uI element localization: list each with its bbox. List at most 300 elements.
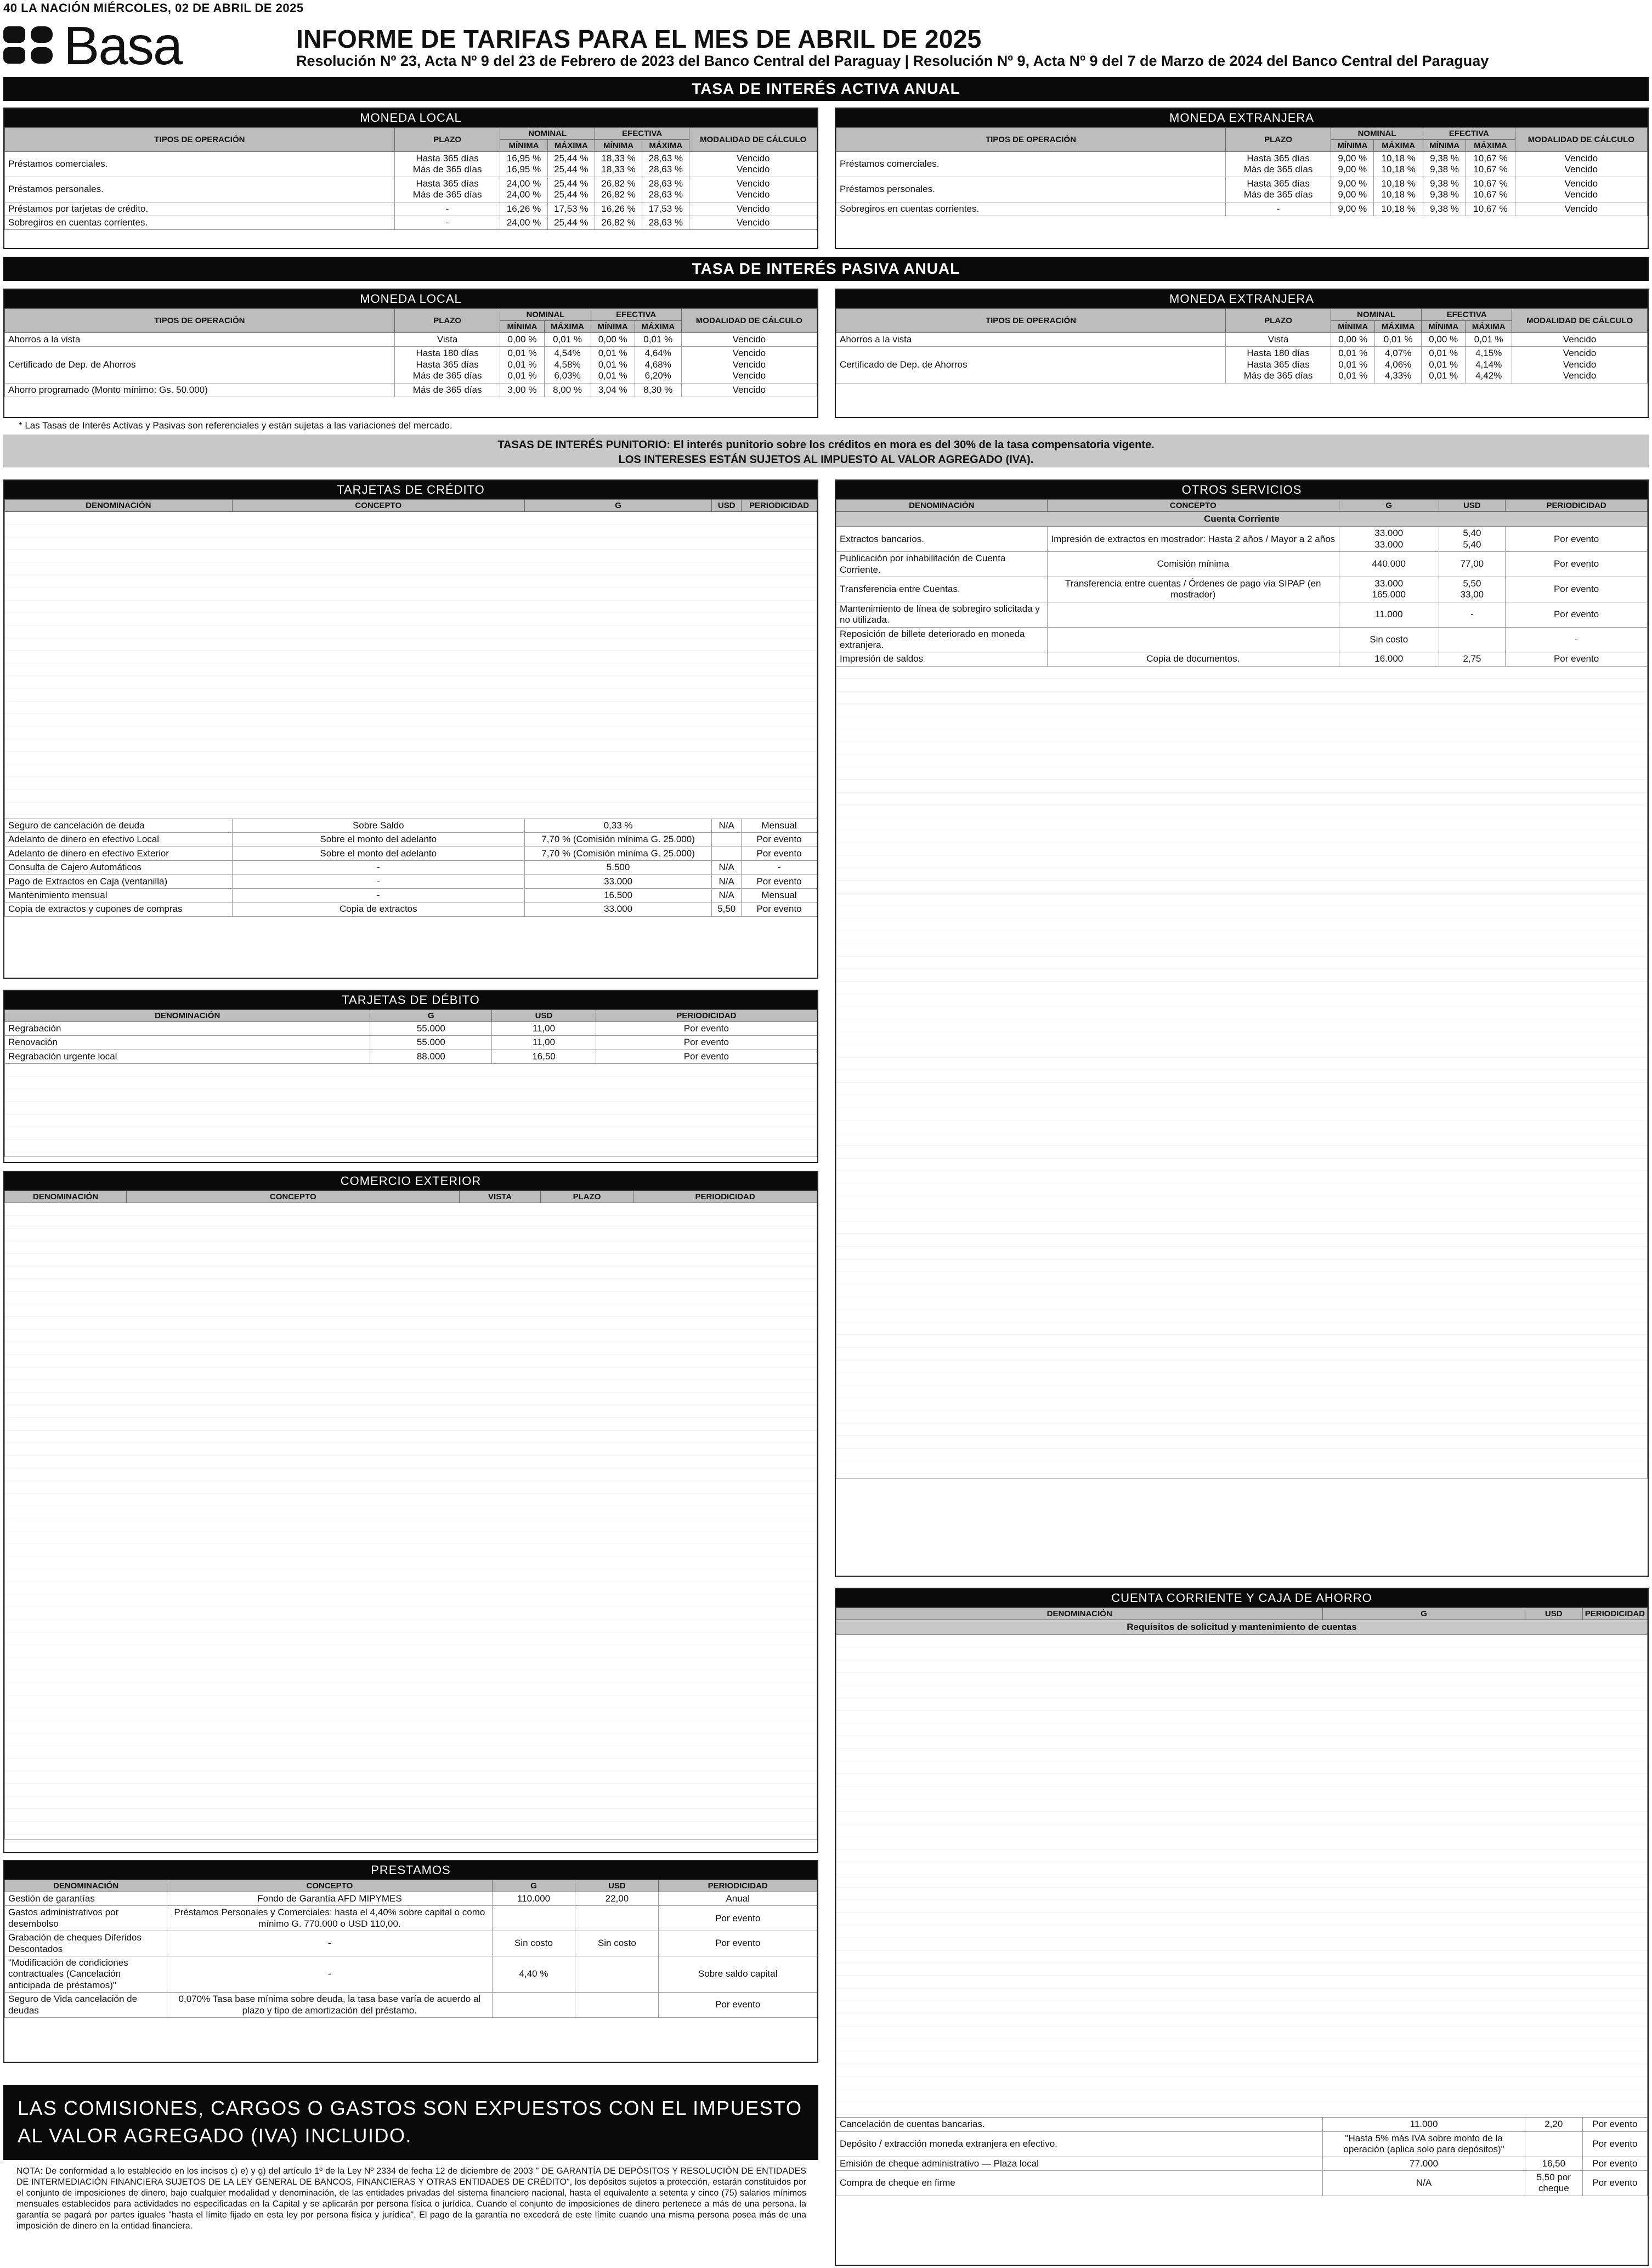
table-row [836,152,1648,177]
table-cell: 0,00 % [1422,333,1466,347]
table-cell: 7,70 % (Comisión mínima G. 25.000) [524,847,711,860]
table-cell [1439,627,1506,652]
table-row [5,347,817,383]
col-nominal: NOMINAL [1331,128,1423,140]
col-nominal: NOMINAL [500,128,595,140]
table-cell: 10,18 % 10,18 % [1374,152,1423,177]
table-cell: Vencido [1512,333,1648,347]
table-cell: "Hasta 5% más IVA sobre monto de la operación (aplica solo para depósitos)" [1323,2131,1525,2157]
table-cell: 8,30 % [635,383,681,397]
activa-banner: TASA DE INTERÉS ACTIVA ANUAL [3,77,1649,101]
table-cell: Sobre Saldo [232,819,524,833]
col-usd: USD [1439,500,1506,512]
table-row [836,2131,1648,2157]
table-cell: 7,70 % (Comisión mínima G. 25.000) [524,833,711,847]
table-cell: N/A [712,861,742,875]
table-cell: Por evento [659,1906,817,1931]
table-cell: 0,01 % [1375,333,1422,347]
col-min: MÍNIMA [591,321,635,333]
table-cell: 26,82 % [595,216,642,229]
table-row [5,875,817,888]
table-cell: 33.000 [524,902,711,916]
activa-extranjera-title: MONEDA EXTRANJERA [836,109,1648,127]
col-min: MÍNIMA [500,140,547,152]
table-cell: Impresión de saldos [836,652,1048,666]
table-cell: Adelanto de dinero en efectivo Local [5,833,233,847]
prestamos-table [3,1860,818,2063]
table-cell: 0,00 % [591,333,635,347]
brand-logo [3,15,182,76]
tarjetas-credito-grid [4,499,817,917]
col-periodicidad: PERIODICIDAD [1582,1608,1647,1620]
table-row [836,627,1648,652]
table-cell: 0,01 % [1466,333,1512,347]
table-cell: 9,00 % [1331,202,1374,216]
table-cell: 16,26 % [500,202,547,216]
table-cell: Adelanto de dinero en efectivo Exterior [5,847,233,860]
comercio-exterior-grid [4,1191,817,1840]
table-cell: 33.000 [524,875,711,888]
table-cell: Vencido [1515,202,1647,216]
table-cell: 2,20 [1525,2118,1582,2131]
table-cell: Mensual [742,819,817,833]
table-cell: 26,82 % 26,82 % [595,177,642,202]
col-denominacion: DENOMINACIÓN [5,500,233,512]
table-cell: Pago de Extractos en Caja (ventanilla) [5,875,233,888]
col-usd: USD [1525,1608,1582,1620]
table-cell: Cancelación de cuentas bancarias. [836,2118,1323,2131]
table-cell: 24,00 % 24,00 % [500,177,547,202]
table-row [836,552,1648,577]
table-cell: 0,00 % [500,333,544,347]
table-cell: Regrabación urgente local [5,1050,370,1063]
iva-banner: LAS COMISIONES, CARGOS O GASTOS SON EXPUESTOS CON EL IMPUESTO AL VALOR AGREGADO (IVA) INCLUIDO. [3,2085,818,2160]
table-cell: 0,01 % 0,01 % 0,01 % [500,347,544,383]
col-concepto: CONCEPTO [232,500,524,512]
table-cell: - [394,202,500,216]
tarjetas-debito-title: TARJETAS DE DÉBITO [4,991,817,1009]
table-cell: 4,64% 4,68% 6,20% [635,347,681,383]
table-cell: Publicación por inhabilitación de Cuenta Corriente. [836,552,1048,577]
table-cell: Por evento [1506,652,1648,666]
col-modalidad: MODALIDAD DE CÁLCULO [1515,128,1647,152]
nota-garantia: NOTA: De conformidad a lo establecido en los incisos c) e) y g) del artículo 1º de la Ley Nº 2334 de fecha 12 de diciembre de 2003 " DE GARANTÍA DE DEPÓSITOS Y RESOLUCIÓN DE ENTIDADES DE INTERMEDIACIÓN FINANCIERA SUJETOS DE LA LEY GENERAL DE BANCOS, FINANCIERAS Y OTRAS ENTIDADES DE CRÉDITO", los depósitos sujetos a protección, estarán constituidos por el conjunto de imposiciones de dinero, bajo cualquier modalidad y denominación, de las entidades privadas del sistema financiero nacional, hasta el equivalente a setenta y cinco (75) salarios mínimos mensuales establecidos para actividades no especificadas en la Capital y se aplicarán por persona física o jurídica. Cuando el conjunto de imposiciones de dinero pertenece a más de una persona, la garantía se pagará por partes iguales "hasta el límite fijado en esta ley por persona física y jurídica". El pago de la garantía no excederá de este límite cuando una misma persona posea más de una imposición de dinero en la entidad financiera. [16,2167,806,2231]
col-g: G [370,1010,492,1022]
col-periodicidad: PERIODICIDAD [659,1880,817,1892]
table-row [836,177,1648,202]
table-cell: 10,67 % 10,67 % [1466,177,1515,202]
table-row [5,847,817,860]
table-cell: N/A [712,819,742,833]
col-max: MÁXIMA [1466,321,1512,333]
punitorio-banner [3,435,1649,467]
table-cell: Hasta 365 días Más de 365 días [1225,177,1331,202]
tarjetas-credito-detail-area [5,512,817,819]
punitorio-line-1: TASAS DE INTERÉS PUNITORIO: El interés punitorio sobre los créditos en mora es del 30% de la tasa compensatoria vigente. [497,439,1155,451]
table-cell: - [232,888,524,902]
table-cell: Sobregiros en cuentas corrientes. [5,216,395,229]
table-row [5,819,817,833]
col-max: MÁXIMA [1375,321,1422,333]
report-title: INFORME DE TARIFAS PARA EL MES DE ABRIL DE 2025 [296,25,982,53]
table-cell: Mantenimiento mensual [5,888,233,902]
table-cell: Sin costo [575,1931,659,1956]
table-cell: Por evento [1582,2118,1647,2131]
otros-servicios-table [835,479,1649,1577]
otros-servicios-detail-area [836,666,1648,1478]
table-cell: Por evento [742,902,817,916]
table-row [5,833,817,847]
table-cell: 4,40 % [492,1956,575,1992]
col-plazo: PLAZO [1225,128,1331,152]
table-cell: Vencido Vencido Vencido [1512,347,1648,383]
table-cell: Vista [394,333,500,347]
col-denominacion: DENOMINACIÓN [5,1880,167,1892]
cajeros-area [5,1064,817,1157]
table-cell: 25,44 % 25,44 % [547,152,595,177]
table-row [5,177,817,202]
table-cell: Vencido Vencido [689,152,817,177]
table-cell: - [1506,627,1648,652]
col-max: MÁXIMA [547,140,595,152]
col-usd: USD [712,500,742,512]
requisitos-subheader: Requisitos de solicitud y mantenimiento de cuentas [836,1620,1648,1635]
table-cell: 5,50 33,00 [1439,577,1506,602]
pasiva-extranjera-table [835,289,1649,418]
otros-servicios-title: OTROS SERVICIOS [836,481,1648,499]
tarjetas-credito-rows [5,819,817,917]
newspaper-masthead: 40 LA NACIÓN MIÉRCOLES, 02 DE ABRIL DE 2025 [3,1,304,15]
table-cell: 22,00 [575,1892,659,1906]
tarjetas-credito-title: TARJETAS DE CRÉDITO [4,481,817,499]
cuenta-detail-area [836,1635,1648,2118]
table-cell: 4,07% 4,06% 4,33% [1375,347,1422,383]
table-cell: - [1225,202,1331,216]
col-min: MÍNIMA [1331,321,1375,333]
col-nominal: NOMINAL [1331,309,1422,321]
col-tipo: TIPOS DE OPERACIÓN [836,128,1226,152]
table-row [836,577,1648,602]
table-cell: Sobre saldo capital [659,1956,817,1992]
activa-local-table [3,108,818,249]
comercio-exterior-title: COMERCIO EXTERIOR [4,1172,817,1191]
col-plazo: PLAZO [394,128,500,152]
table-cell: Por evento [1582,2131,1647,2157]
col-efectiva: EFECTIVA [595,128,689,140]
table-cell: Seguro de Vida cancelación de deudas [5,1993,167,2018]
table-cell: - [232,861,524,875]
tarjetas-debito-table [3,990,818,1163]
activa-local-grid [4,127,817,230]
table-cell: 28,63 % 28,63 % [642,152,689,177]
col-vista: VISTA [460,1191,540,1203]
tarjetas-debito-rows [5,1022,817,1064]
table-cell: - [394,216,500,229]
table-cell: Por evento [659,1931,817,1956]
table-cell: Préstamos por tarjetas de crédito. [5,202,395,216]
col-tipo: TIPOS DE OPERACIÓN [836,309,1226,333]
table-cell: 16.500 [524,888,711,902]
table-cell: 17,53 % [547,202,595,216]
table-cell: 5.500 [524,861,711,875]
table-cell: 3,04 % [591,383,635,397]
table-cell: Certificado de Dep. de Ahorros [836,347,1226,383]
table-row [836,527,1648,552]
table-cell: N/A [712,888,742,902]
table-cell: Reposición de billete deteriorado en moneda extranjera. [836,627,1048,652]
tarjetas-debito-grid [4,1009,817,1157]
col-periodicidad: PERIODICIDAD [1506,500,1648,512]
cuenta-rows [836,2118,1648,2196]
table-cell: Depósito / extracción moneda extranjera en efectivo. [836,2131,1323,2157]
table-cell: Por evento [659,1993,817,2018]
pasiva-extranjera-grid [836,308,1648,383]
table-row [5,861,817,875]
table-cell: 10,18 % [1374,202,1423,216]
table-row [836,2118,1648,2131]
table-cell: - [232,875,524,888]
table-cell: Vencido [689,202,817,216]
table-cell: 16,26 % [595,202,642,216]
activa-extranjera-grid [836,127,1648,216]
col-plazo: PLAZO [540,1191,633,1203]
table-cell: Regrabación [5,1022,370,1036]
table-cell: - [1439,602,1506,627]
table-row [836,652,1648,666]
table-cell: Por evento [596,1036,817,1050]
col-concepto: CONCEPTO [1047,500,1339,512]
table-cell: 4,15% 4,14% 4,42% [1466,347,1512,383]
table-cell: Préstamos Personales y Comerciales: hasta el 4,40% sobre capital o como mínimo G. 770.000 o USD 110,00. [167,1906,492,1931]
table-cell: Sobre el monto del adelanto [232,833,524,847]
table-cell: 3,00 % [500,383,544,397]
table-cell [575,1906,659,1931]
table-cell: Comisión mínima [1047,552,1339,577]
prestamos-rows [5,1892,817,2018]
table-cell: Por evento [596,1022,817,1036]
pasiva-banner: TASA DE INTERÉS PASIVA ANUAL [3,257,1649,281]
table-cell: Por evento [1506,602,1648,627]
table-cell: Por evento [742,875,817,888]
table-cell: 5,50 [712,902,742,916]
table-cell: 28,63 % [642,216,689,229]
table-cell: "Modificación de condiciones contractuales (Cancelación anticipada de préstamos)" [5,1956,167,1992]
rates-note: * Las Tasas de Interés Activas y Pasivas son referenciales y están sujetas a las variaciones del mercado. [19,420,452,431]
report-subtitle: Resolución Nº 23, Acta Nº 9 del 23 de Febrero de 2023 del Banco Central del Paraguay | Resolución Nº 9, Acta Nº 9 del 7 de Marzo de 2024 del Banco Central del Paraguay [296,53,1489,69]
table-cell: Por evento [1506,527,1648,552]
table-cell: Consulta de Cajero Automáticos [5,861,233,875]
table-cell: Ahorros a la vista [5,333,395,347]
table-cell: 0,01 % 0,01 % 0,01 % [1331,347,1375,383]
col-periodicidad: PERIODICIDAD [742,500,817,512]
table-cell: 18,33 % 18,33 % [595,152,642,177]
table-cell: - [167,1931,492,1956]
col-max: MÁXIMA [642,140,689,152]
tarjetas-credito-table [3,479,818,979]
col-g: G [492,1880,575,1892]
table-cell: 10,67 % 10,67 % [1466,152,1515,177]
table-cell: 0,00 % [1331,333,1375,347]
col-max: MÁXIMA [1374,140,1423,152]
otros-servicios-grid [836,499,1648,1479]
activa-local-title: MONEDA LOCAL [4,109,817,127]
table-cell [492,1993,575,2018]
table-cell [712,833,742,847]
table-cell: 11,00 [492,1022,596,1036]
table-cell: Préstamos comerciales. [5,152,395,177]
pasiva-extranjera-rows [836,333,1648,383]
col-efectiva: EFECTIVA [1423,128,1515,140]
table-cell: 9,38 % [1423,202,1466,216]
col-max: MÁXIMA [1466,140,1515,152]
table-cell: Gestión de garantías [5,1892,167,1906]
table-cell [575,1993,659,2018]
pasiva-local-title: MONEDA LOCAL [4,290,817,308]
table-cell: Mantenimiento de línea de sobregiro solicitada y no utilizada. [836,602,1048,627]
table-cell: Grabación de cheques Diferidos Descontados [5,1931,167,1956]
table-cell: Mensual [742,888,817,902]
table-cell: 10,18 % 10,18 % [1374,177,1423,202]
table-cell: 28,63 % 28,63 % [642,177,689,202]
col-modalidad: MODALIDAD DE CÁLCULO [689,128,817,152]
col-denominacion: DENOMINACIÓN [836,500,1048,512]
table-cell: 33.000 33.000 [1339,527,1439,552]
col-concepto: CONCEPTO [167,1880,492,1892]
table-row [5,1906,817,1931]
table-cell: Vencido Vencido Vencido [681,347,817,383]
table-cell: Fondo de Garantía AFD MIPYMES [167,1892,492,1906]
table-cell: 16.000 [1339,652,1439,666]
table-cell: 2,75 [1439,652,1506,666]
table-row [5,216,817,229]
col-g: G [524,500,711,512]
col-usd: USD [575,1880,659,1892]
table-cell: - [742,861,817,875]
table-cell: Extractos bancarios. [836,527,1048,552]
table-row [5,888,817,902]
table-cell: Por evento [1582,2170,1647,2196]
table-cell: Sobregiros en cuentas corrientes. [836,202,1226,216]
table-cell: 0,01 % 0,01 % 0,01 % [591,347,635,383]
table-cell: Vencido Vencido [1515,152,1647,177]
table-cell: Hasta 365 días Más de 365 días [394,152,500,177]
col-efectiva: EFECTIVA [591,309,681,321]
col-tipo: TIPOS DE OPERACIÓN [5,128,395,152]
table-cell: 0,070% Tasa base mínima sobre deuda, la tasa base varía de acuerdo al plazo y tipo de amortización del préstamo. [167,1993,492,2018]
table-cell: Vencido Vencido [689,177,817,202]
table-cell: Ahorros a la vista [836,333,1226,347]
activa-extranjera-rows [836,152,1648,216]
table-cell: 77,00 [1439,552,1506,577]
table-row [5,202,817,216]
brand-name: Basa [64,15,182,76]
table-cell: Por evento [1506,552,1648,577]
prestamos-grid [4,1880,817,2018]
table-cell: 0,33 % [524,819,711,833]
table-cell: Por evento [742,833,817,847]
col-min: MÍNIMA [1422,321,1466,333]
table-cell: 55.000 [370,1022,492,1036]
table-cell: 0,01 % 0,01 % 0,01 % [1422,347,1466,383]
table-cell: 33.000 165.000 [1339,577,1439,602]
table-cell: Vencido [689,216,817,229]
table-row [5,1050,817,1063]
table-cell: 11,00 [492,1036,596,1050]
cuenta-corriente-ahorro-grid [836,1607,1648,2196]
col-plazo: PLAZO [394,309,500,333]
table-cell: Hasta 365 días Más de 365 días [394,177,500,202]
table-cell: 4,54% 4,58% 6,03% [544,347,591,383]
table-row [5,152,817,177]
table-cell: Ahorro programado (Monto mínimo: Gs. 50.000) [5,383,395,397]
table-cell: 8,00 % [544,383,591,397]
table-cell: 9,38 % 9,38 % [1423,152,1466,177]
table-cell: 11.000 [1323,2118,1525,2131]
table-cell: Hasta 365 días Más de 365 días [1225,152,1331,177]
table-row [836,602,1648,627]
table-cell: Por evento [742,847,817,860]
table-cell: 10,67 % [1466,202,1515,216]
table-cell: 0,01 % [544,333,591,347]
table-cell: Por evento [1582,2157,1647,2170]
table-cell: Préstamos comerciales. [836,152,1226,177]
col-g: G [1323,1608,1525,1620]
table-cell: Sobre el monto del adelanto [232,847,524,860]
table-cell: Renovación [5,1036,370,1050]
table-cell: N/A [712,875,742,888]
cuenta-corriente-subheader: Cuenta Corriente [836,512,1648,527]
table-cell: 25,44 % 25,44 % [547,177,595,202]
table-cell: Vencido [681,333,817,347]
activa-local-rows [5,152,817,230]
table-cell: 5,50 por cheque [1525,2170,1582,2196]
col-denominacion: DENOMINACIÓN [5,1010,370,1022]
table-cell: Vencido [681,383,817,397]
table-cell: Por evento [596,1050,817,1063]
table-cell: Más de 365 días [394,383,500,397]
table-cell: Hasta 180 días Hasta 365 días Más de 365 días [394,347,500,383]
table-cell [1525,2131,1582,2157]
col-usd: USD [492,1010,596,1022]
col-nominal: NOMINAL [500,309,591,321]
table-cell: 16,50 [1525,2157,1582,2170]
table-cell: 440.000 [1339,552,1439,577]
col-concepto: CONCEPTO [127,1191,460,1203]
table-cell: Impresión de extractos en mostrador: Hasta 2 años / Mayor a 2 años [1047,527,1339,552]
table-cell: Préstamos personales. [5,177,395,202]
table-row [5,902,817,916]
col-min: MÍNIMA [1331,140,1374,152]
col-denominacion: DENOMINACIÓN [5,1191,127,1203]
cuenta-corriente-ahorro-table [835,1588,1649,2266]
table-cell: Seguro de cancelación de deuda [5,819,233,833]
table-cell [492,1906,575,1931]
table-cell: Por evento [1506,577,1648,602]
col-periodicidad: PERIODICIDAD [633,1191,817,1203]
basa-logo-icon [3,26,56,65]
table-cell: Gastos administrativos por desembolso [5,1906,167,1931]
table-cell: 16,50 [492,1050,596,1063]
table-cell: Copia de extractos y cupones de compras [5,902,233,916]
col-min: MÍNIMA [595,140,642,152]
table-cell: Vencido Vencido [1515,177,1647,202]
table-cell: 0,01 % [635,333,681,347]
pasiva-local-table [3,289,818,418]
table-cell: 24,00 % [500,216,547,229]
col-denominacion: DENOMINACIÓN [836,1608,1323,1620]
table-cell: 88.000 [370,1050,492,1063]
table-row [5,1993,817,2018]
